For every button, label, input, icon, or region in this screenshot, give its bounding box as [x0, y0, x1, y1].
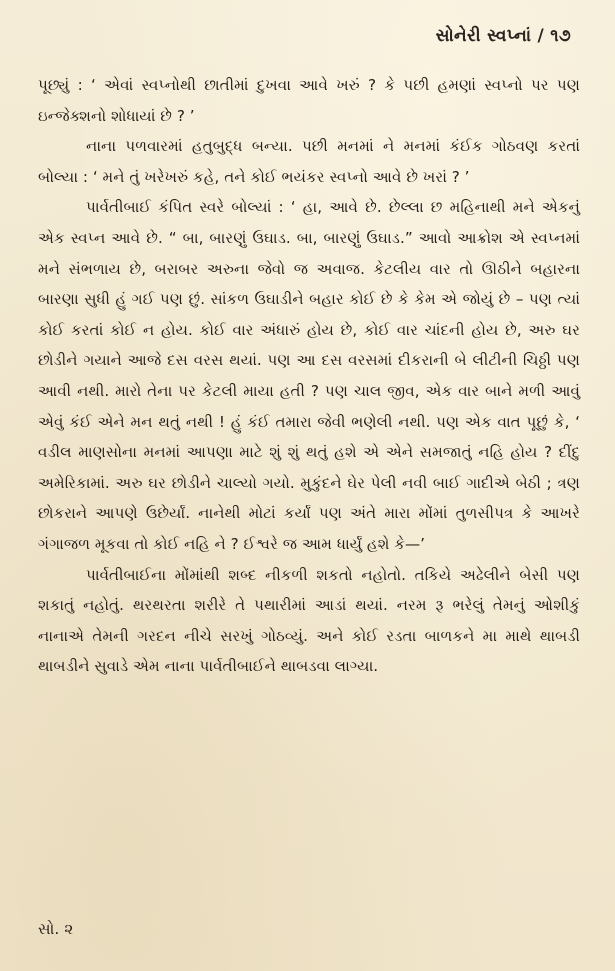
- paragraph-1: પૂછ્યું : ‘ એવાં સ્વપ્નોથી છાતીમાં દુખવા આવે ખરું ? કે પછી હમણાં સ્વપ્નો પર પણ ઇન્જેક્શનો શોધાયાં છે ? ’: [38, 76, 581, 125]
- paragraph-4: પાર્વતીબાઈના મોંમાંથી શબ્દ નીકળી શકતો નહોતો. તકિયે અઢેલીને બેસી પણ શકાતું નહોતું. થરથરતા શરીરે તે પથારીમાં આડાં થયાં. નરમ રૂ ભરેલું તેમનું ઓશીકું નાનાએ તેમની ગરદન નીચે સરખું ગોઠવ્યું. અને કોઈ રડતા બાળકને મા માથે થાબડી થાબડીને સુવાડે એમ નાના પાર્વતીબાઈને થાબડવા લાગ્યા.: [38, 565, 580, 676]
- paragraph-3: પાર્વતીબાઈ કંપિત સ્વરે બોલ્યાં : ‘ હા, આવે છે. છેલ્લા છ મહિનાથી મને એકનું એક સ્વપ્ન આવે છે. “ બા, બારણું ઉઘાડ. બા, બારણું ઉઘાડ.” આવો આક્રોશ એ સ્વપ્નમાં મને સંભળાય છે, બરાબર અરુના જેવો જ અવાજ. કેટલીય વાર તો ઊઠીને બહારના બારણા સુધી હું ગઈ પણ છું. સાંકળ ઉઘાડીને બહાર કોઈ છે કે કેમ એ જોયું છે – પણ ત્યાં કોઈ કરતાં કોઈ ન હોય. કોઈ વાર અંધારું હોય છે, કોઈ વાર ચાંદની હોય છે, અરુ ઘર છોડીને ગયાને આજે દસ વરસ થયાં. પણ આ દસ વરસમાં દીકરાની બે લીટીની ચિઠ્ઠી પણ આવી નથી. મારો તેના પર કેટલી માયા હતી ? પણ ચાલ જીવ, એક વાર બાને મળી આવું એવું કંઈ એને મન થતું નથી ! હું કંઈ તમારા જેવી ભણેલી નથી. પણ એક વાત પૂછું કે, ‘ વડીલ માણસોના મનમાં આપણા માટે શું શું થતું હશે એ એને સમજાતું નહિ હોય ? દીંદુ અમેરિકામાં. અરુ ઘર છોડીને ચાલ્યો ગયો. મુકુંદને ઘેર પેલી નવી બાઈ ગાદીએ બેઠી ; ત્રણ છોકરાને આપણે ઉછેર્યાં. નાનેથી મોટાં કર્યાં પણ અંતે મારા મોંમાં તુળસીપત્ર કે આખરે ગંગાજળ મૂકવા તો કોઈ નહિ ને ? ઈશ્વરે જ આમ ધાર્યું હશે કે—’: [38, 198, 580, 553]
- body-text: [38, 70, 580, 682]
- footer-signature: સો. ૨: [38, 920, 74, 938]
- running-header: સોનેરી સ્વપ્નાં / ૧૭: [435, 26, 571, 46]
- paragraph-2: નાના પળવારમાં હતુબુદ્ધ બન્યા. પછી મનમાં ને મનમાં કંઈક ગોઠવણ કરતાં બોલ્યા : ‘ મને તું ખરેખરું કહે, તને કોઈ ભયંકર સ્વપ્નો આવે છે ખરાં ? ’: [38, 137, 580, 186]
